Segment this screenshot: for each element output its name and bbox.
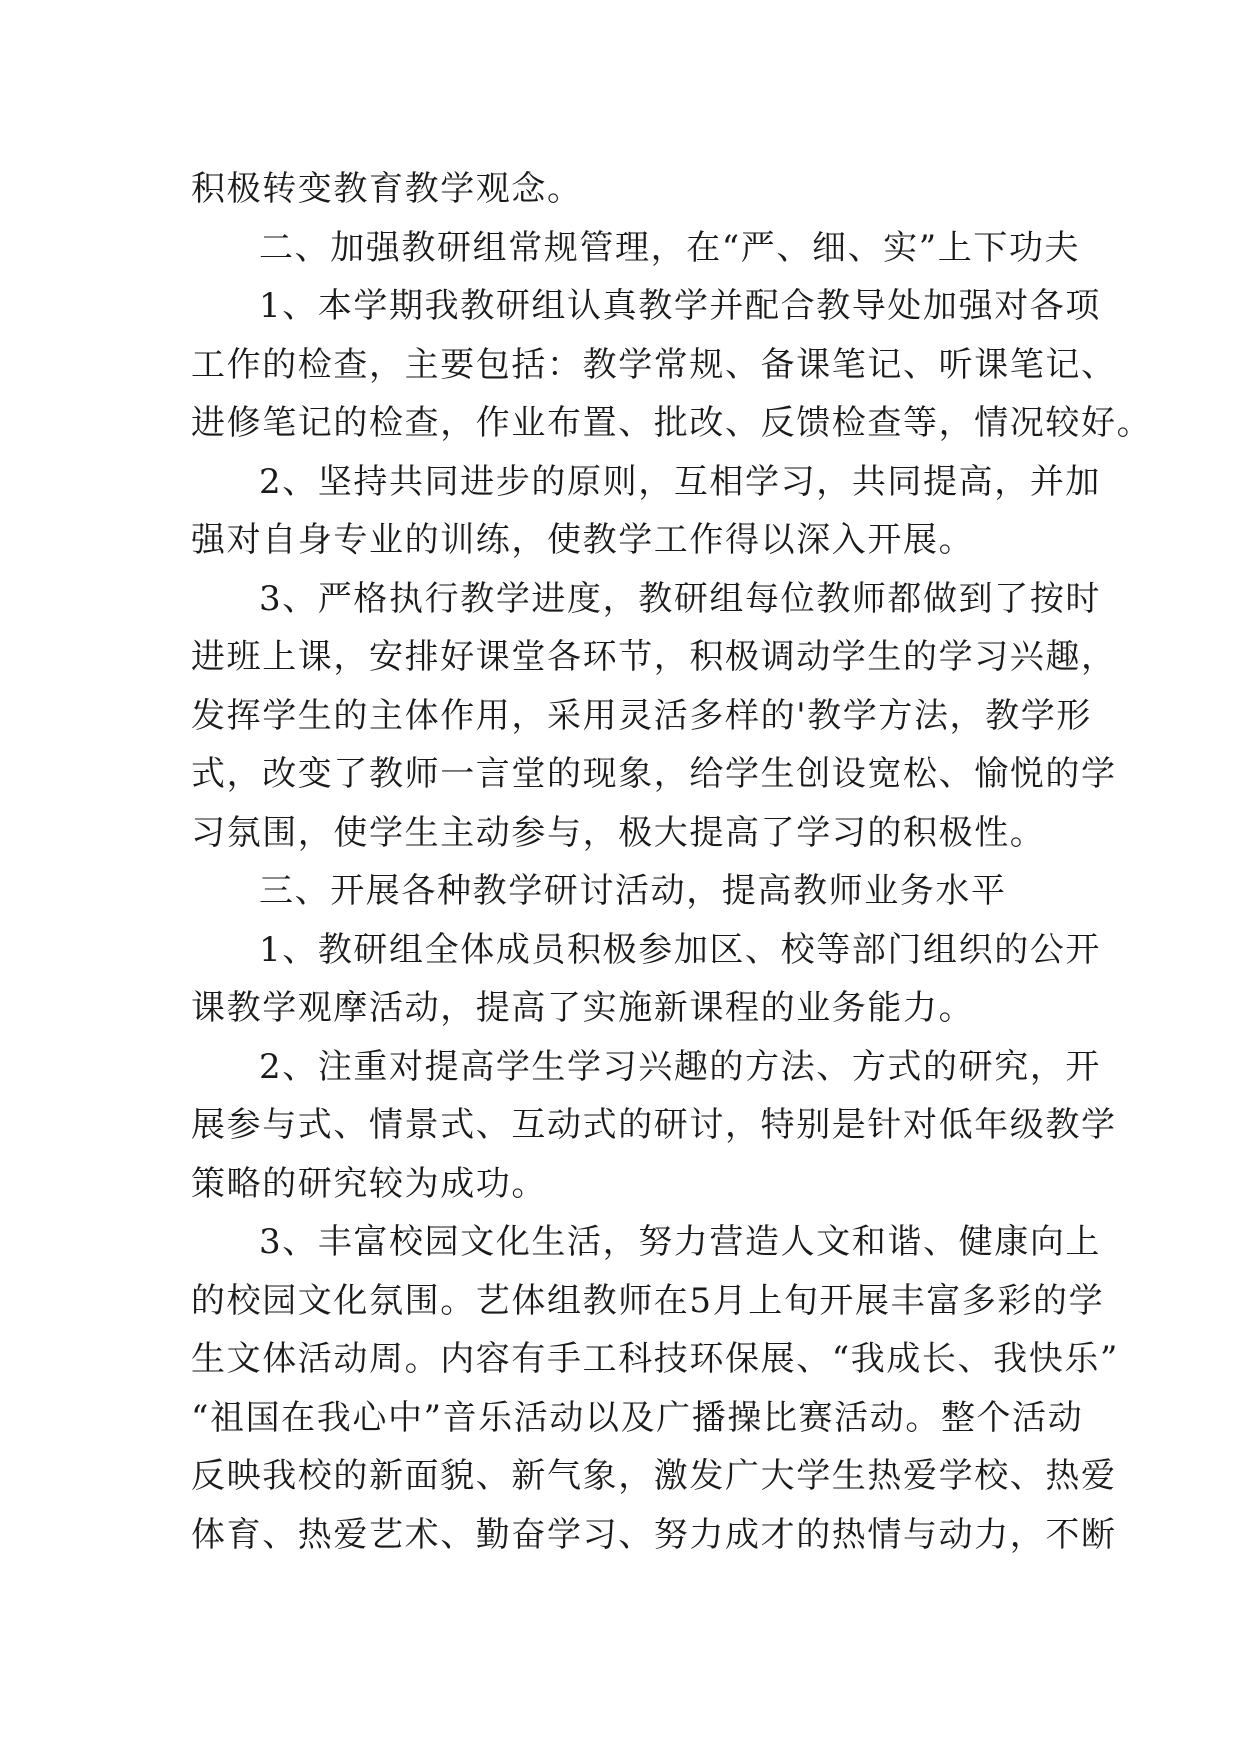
text-line: 1、本学期我教研组认真教学并配合教导处加强对各项 (259, 286, 1102, 326)
text-line: 积极转变教育教学观念。 (191, 169, 583, 209)
text-line: 三、开展各种教学研讨活动，提高教师业务水平 (259, 871, 1007, 911)
text-line: 体育、热爱艺术、勤奋学习、努力成才的热情与动力，不断 (191, 1514, 1117, 1555)
text-line: 1、教研组全体成员积极参加区、校等部门组织的公开 (259, 929, 1102, 970)
text-line: 式，改变了教师一言堂的现象，给学生创设宽松、愉悦的学 (191, 754, 1117, 794)
text-line: 反映我校的新面貌、新气象，激发广大学生热爱学校、热爱 (191, 1456, 1117, 1496)
text-line: 的校园文化氛围。艺体组教师在5月上旬开展丰富多彩的学 (191, 1280, 1105, 1321)
text-line: 习氛围，使学生主动参与，极大提高了学习的积极性。 (191, 812, 1046, 853)
text-line: 发挥学生的主体作用，采用灵活多样的'教学方法，教学形 (191, 695, 1092, 736)
text-line: 进班上课，安排好课堂各环节，积极调动学生的学习兴趣， (191, 637, 1117, 677)
text-line: 生文体活动周。内容有手工科技环保展、“我成长、我快乐” (191, 1339, 1119, 1379)
text-line: 2、坚持共同进步的原则，互相学习，共同提高，并加 (259, 461, 1102, 502)
text-line: 工作的检查，主要包括：教学常规、备课笔记、听课笔记、 (191, 344, 1117, 385)
text-line: 2、注重对提高学生学习兴趣的方法、方式的研究，开 (259, 1046, 1102, 1087)
text-line: “祖国在我心中”音乐活动以及广播操比赛活动。整个活动 (191, 1397, 1084, 1438)
text-line: 展参与式、情景式、互动式的研讨，特别是针对低年级教学 (191, 1105, 1117, 1145)
text-line: 3、严格执行教学进度，教研组每位教师都做到了按时 (259, 578, 1102, 619)
body-text (191, 160, 1153, 1564)
text-line: 二、加强教研组常规管理，在“严、细、实”上下功夫 (259, 227, 1081, 268)
text-line: 课教学观摩活动，提高了实施新课程的业务能力。 (191, 988, 975, 1028)
text-line: 3、丰富校园文化生活，努力营造人文和谐、健康向上 (259, 1222, 1102, 1262)
text-line: 策略的研究较为成功。 (191, 1163, 547, 1204)
text-line: 强对自身专业的训练，使教学工作得以深入开展。 (191, 520, 975, 560)
text-line: 进修笔记的检查，作业布置、批改、反馈检查等，情况较好。 (191, 403, 1153, 443)
